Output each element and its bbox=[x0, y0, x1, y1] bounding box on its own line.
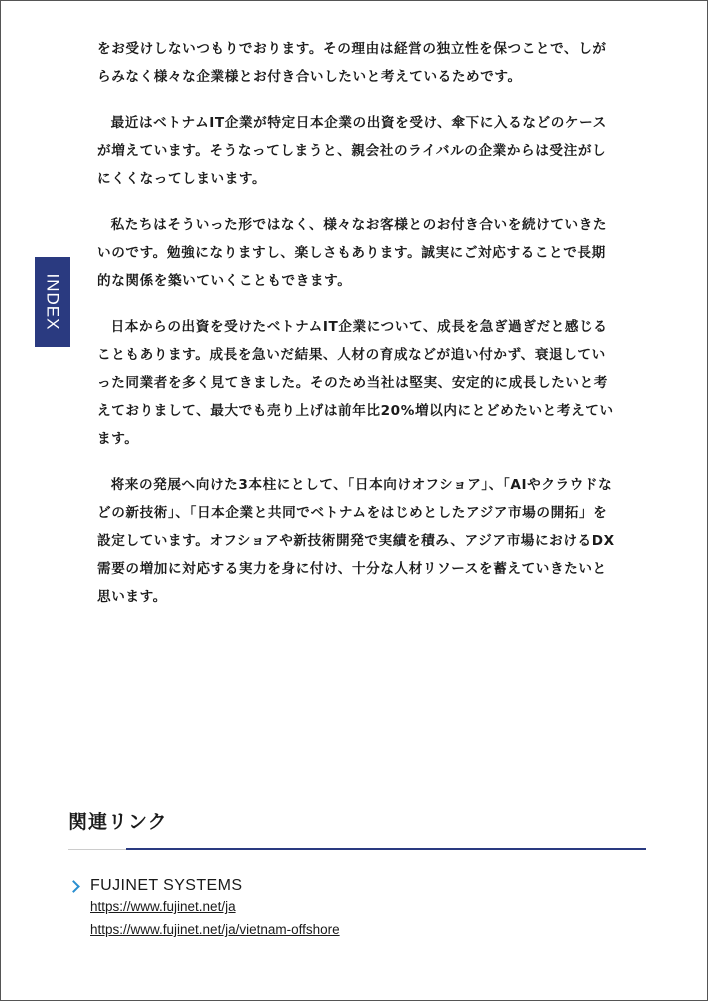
paragraph: をお受けしないつもりでおります。その理由は経営の独立性を保つことで、しがらみなく様々な企業様とお付き合いしたいと考えているためです。 bbox=[97, 41, 607, 85]
section-divider bbox=[68, 848, 646, 851]
paragraph: 私たちはそういった形ではなく、様々なお客様とのお付き合いを続けていきたいのです。勉強になりますし、楽しさもあります。誠実にご対応することで長期的な関係を築いていくこともできます。 bbox=[97, 217, 608, 289]
related-link-group bbox=[68, 877, 340, 941]
related-links-heading: 関連リンク bbox=[68, 811, 168, 833]
paragraph: 日本からの出資を受けたベトナムIT企業について、成長を急ぎ過ぎだと感じることもあります。成長を急いだ結果、人材の育成などが追い付かず、衰退していった同業者を多く見てきました。そのため当社は堅実、安定的に成長したいと考えておりまして、最大でも売り上げは前年比20%増以内にとどめたいと考えています。 bbox=[97, 319, 614, 447]
link-vietnam-offshore[interactable]: https://www.fujinet.net/ja/vietnam-offshore bbox=[90, 922, 340, 937]
paragraph: 将来の発展へ向けた3本柱にとして、「日本向けオフショア」、「AIやクラウドなどの新技術」、「日本企業と共同でベトナムをはじめとしたアジア市場の開拓」を設定しています。オフショアや新技術開発で実績を積み、アジア市場におけるDX需要の増加に対応する実力を身に付け、十分な人材リソースを蓄えていきたいと思います。 bbox=[97, 477, 615, 605]
index-tab[interactable] bbox=[35, 257, 70, 347]
company-heading bbox=[68, 877, 340, 895]
divider-accent-segment bbox=[126, 848, 646, 850]
article-body bbox=[97, 35, 617, 629]
index-tab-label: INDEX bbox=[43, 273, 63, 331]
company-name: FUJINET SYSTEMS bbox=[90, 877, 243, 894]
link-fujinet-ja[interactable]: https://www.fujinet.net/ja bbox=[90, 899, 236, 914]
divider-light-segment bbox=[68, 849, 126, 850]
paragraph: 最近はベトナムIT企業が特定日本企業の出資を受け、傘下に入るなどのケースが増えています。そうなってしまうと、親会社のライバルの企業からは受注がしにくくなってしまいます。 bbox=[97, 115, 607, 187]
chevron-right-icon bbox=[67, 880, 80, 893]
